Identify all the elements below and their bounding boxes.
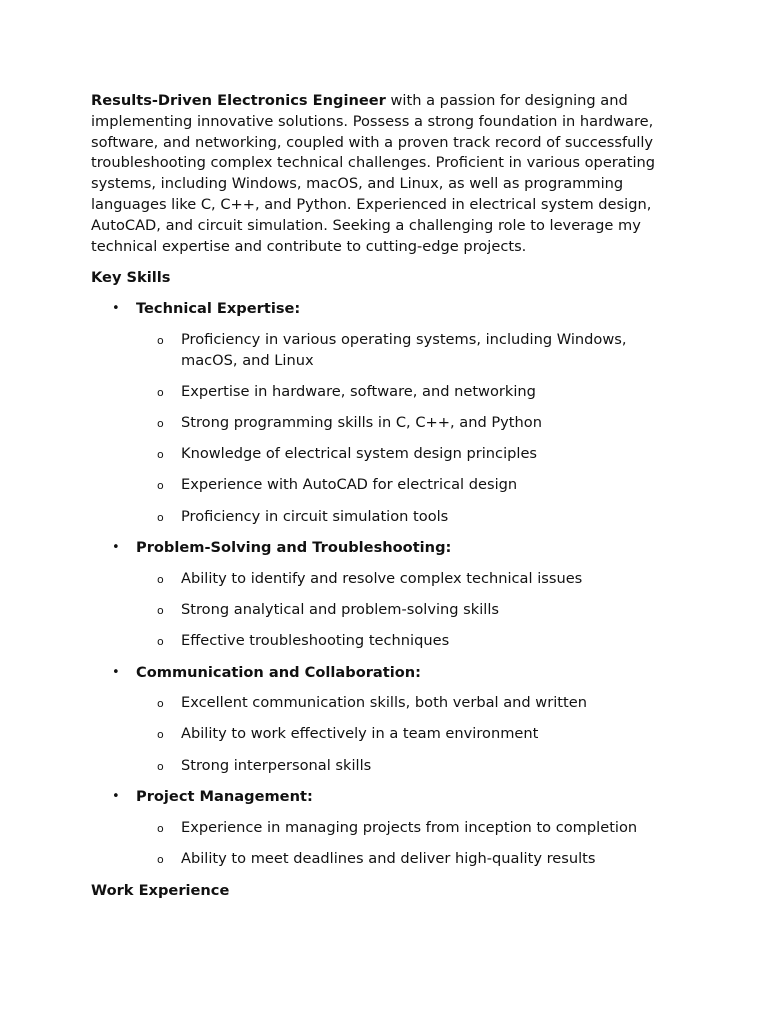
skill-group-title-row xyxy=(91,537,681,558)
skill-item-text: Strong analytical and problem-solving skills xyxy=(181,600,500,618)
skill-items-list xyxy=(91,693,681,776)
skill-item xyxy=(91,849,681,870)
circle-bullet-icon: o xyxy=(157,416,164,430)
skill-item-text: Ability to identify and resolve complex technical issues xyxy=(181,569,583,587)
summary-paragraph xyxy=(91,91,681,257)
skill-item-text: Proficiency in circuit simulation tools xyxy=(181,507,449,525)
skill-group-title-row xyxy=(91,662,681,683)
skill-item xyxy=(91,693,681,714)
skill-items-list xyxy=(91,818,681,870)
bullet-icon: • xyxy=(112,301,120,317)
skill-item xyxy=(91,600,681,621)
circle-bullet-icon: o xyxy=(157,759,164,773)
summary-lead: Results-Driven Electronics Engineer xyxy=(91,92,386,109)
circle-bullet-icon: o xyxy=(157,479,164,493)
skill-item xyxy=(91,507,681,528)
work-experience-heading: Work Experience xyxy=(91,882,230,900)
circle-bullet-icon: o xyxy=(157,728,164,742)
skill-item xyxy=(91,569,681,590)
skill-item xyxy=(91,631,681,652)
skill-item-text: Strong interpersonal skills xyxy=(181,756,372,774)
skill-item xyxy=(91,756,681,777)
skill-items-list xyxy=(91,330,681,528)
skill-item-text: Strong programming skills in C, C++, and Python xyxy=(181,413,542,431)
circle-bullet-icon: o xyxy=(157,821,164,835)
circle-bullet-icon: o xyxy=(157,853,164,866)
skill-group-title-row xyxy=(91,786,681,807)
skill-item xyxy=(91,475,681,496)
skill-item xyxy=(91,413,681,434)
skill-group xyxy=(91,537,681,652)
skill-group xyxy=(91,298,681,527)
circle-bullet-icon: o xyxy=(157,385,164,399)
skill-item-text: Effective troubleshooting techniques xyxy=(181,632,450,650)
skill-item-text: Proficiency in various operating systems, including Windows, macOS, and Linux xyxy=(181,330,627,369)
resume-page xyxy=(91,91,681,901)
skill-item-text: Experience with AutoCAD for electrical design xyxy=(181,476,518,494)
skill-item-text: Expertise in hardware, software, and networking xyxy=(181,382,536,400)
circle-bullet-icon: o xyxy=(157,333,164,347)
key-skills-list xyxy=(91,298,681,869)
skill-item xyxy=(91,444,681,465)
skill-group-title-row xyxy=(91,298,681,319)
skill-group-title: Project Management: xyxy=(136,788,313,806)
circle-bullet-icon: o xyxy=(157,635,164,649)
skill-item xyxy=(91,330,681,372)
skill-item xyxy=(91,382,681,403)
circle-bullet-icon: o xyxy=(157,510,164,524)
skill-item xyxy=(91,724,681,745)
summary-text: with a passion for designing and implementing innovative solutions. Possess a strong foundation in hardware, software, and networking, coupled with a proven track record of successfully troubleshooting complex technical challenges. Proficient in various operating systems, including Windows, macOS, and Linux, as well as programming languages like C, C++, and Python. Experienced in electrical system design, AutoCAD, and circuit simulation. Seeking a challenging role to leverage my technical expertise and contribute to cutting-edge projects. xyxy=(91,92,656,255)
skill-group xyxy=(91,662,681,777)
skill-item xyxy=(91,818,681,839)
key-skills-heading: Key Skills xyxy=(91,269,171,287)
skill-item-text: Ability to work effectively in a team environment xyxy=(181,725,539,743)
skill-group-title: Technical Expertise: xyxy=(136,300,301,318)
skill-group-title: Communication and Collaboration: xyxy=(136,663,422,681)
skill-group-title: Problem-Solving and Troubleshooting: xyxy=(136,539,452,557)
circle-bullet-icon: o xyxy=(157,448,164,462)
skill-item-text: Experience in managing projects from inception to completion xyxy=(181,818,638,836)
circle-bullet-icon: o xyxy=(157,697,164,711)
circle-bullet-icon: o xyxy=(157,603,164,617)
skill-item-text: Knowledge of electrical system design principles xyxy=(181,445,538,463)
circle-bullet-icon: o xyxy=(157,572,164,586)
skill-group xyxy=(91,786,681,869)
bullet-icon: • xyxy=(112,664,120,680)
skill-item-text: Excellent communication skills, both verbal and written xyxy=(181,694,587,712)
skill-item-text: Ability to meet deadlines and deliver high-quality results xyxy=(181,850,596,867)
bullet-icon: • xyxy=(112,789,120,805)
bullet-icon: • xyxy=(112,540,120,556)
skill-items-list xyxy=(91,569,681,652)
